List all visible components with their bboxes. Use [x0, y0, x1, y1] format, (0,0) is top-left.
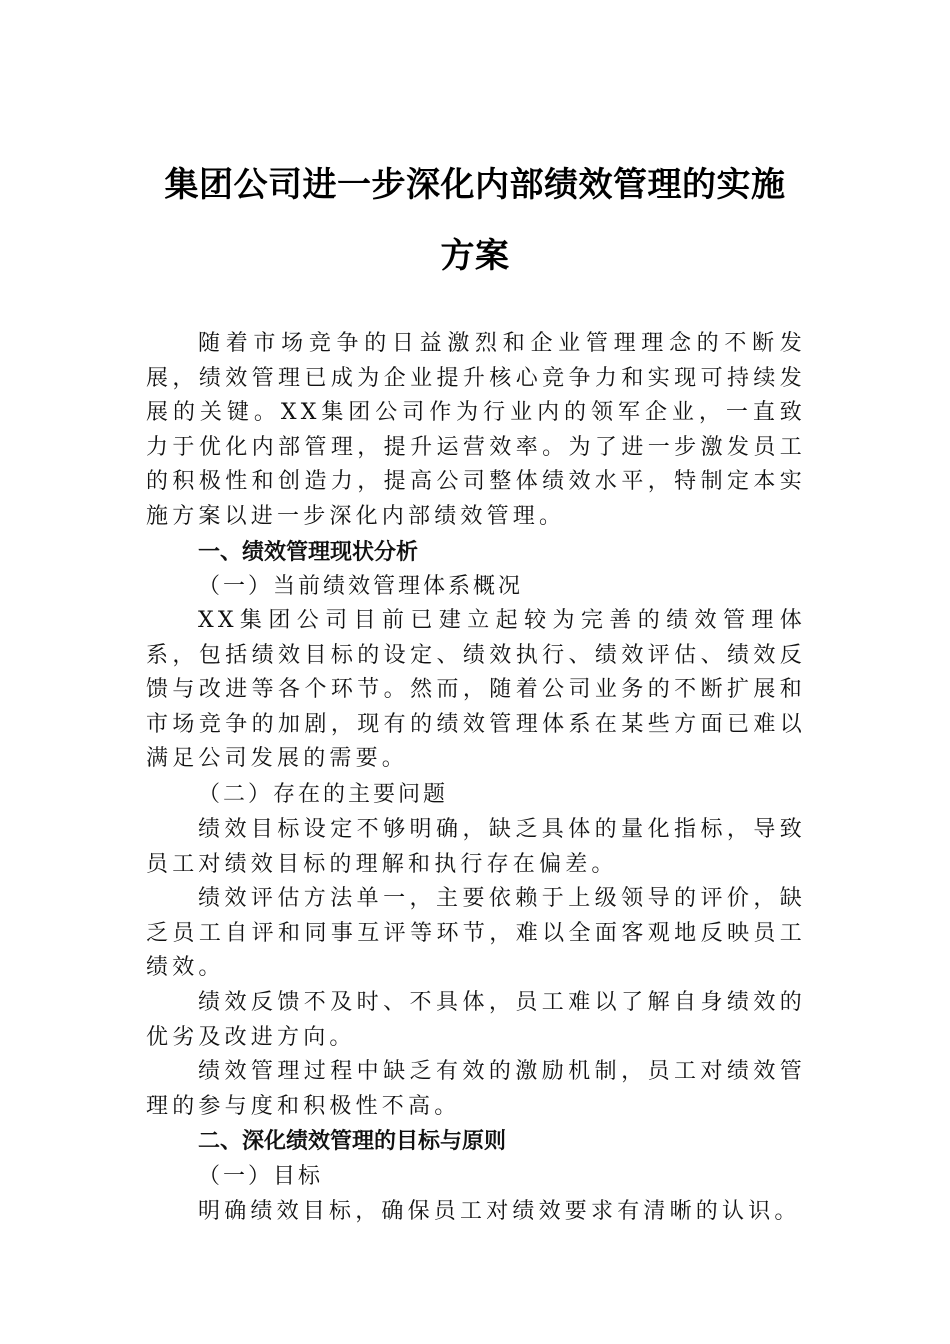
section-2-subheading-1: （一）目标: [198, 1164, 324, 1189]
issue-paragraph: 绩效反馈不及时、不具体，员工难以了解自身绩效的优劣及改进方向。: [146, 990, 806, 1050]
intro-paragraph: 随着市场竞争的日益激烈和企业管理理念的不断发展，绩效管理已成为企业提升核心竞争力和实现可持续发展的关键。XX集团公司作为行业内的领军企业，一直致力于优化内部管理，提升运营效率。为了进一步激发员工的积极性和创造力，提高公司整体绩效水平，特制定本实施方案以进一步深化内部绩效管理。: [146, 331, 806, 529]
section-1-heading: 一、绩效管理现状分析: [198, 540, 419, 565]
issue-paragraph: 绩效评估方法单一，主要依赖于上级领导的评价，缺乏员工自评和同事互评等环节，难以全面客观地反映员工绩效。: [146, 886, 806, 980]
section-1-subheading-2: （二）存在的主要问题: [198, 782, 449, 807]
section-1-paragraph-1: XX集团公司目前已建立起较为完善的绩效管理体系，包括绩效目标的设定、绩效执行、绩效评估、绩效反馈与改进等各个环节。然而，随着公司业务的不断扩展和市场竞争的加剧，现有的绩效管理体系在某些方面已难以满足公司发展的需要。: [146, 608, 806, 771]
issue-paragraph: 绩效目标设定不够明确，缺乏具体的量化指标，导致员工对绩效目标的理解和执行存在偏差。: [146, 817, 806, 877]
issue-paragraph: 绩效管理过程中缺乏有效的激励机制，员工对绩效管理的参与度和积极性不高。: [146, 1059, 806, 1119]
section-2-paragraph-1: 明确绩效目标，确保员工对绩效要求有清晰的认识。: [198, 1199, 801, 1224]
section-2-heading: 二、深化绩效管理的目标与原则: [198, 1129, 507, 1154]
section-1-subheading-1: （一）当前绩效管理体系概况: [198, 574, 524, 599]
document-title-line-1: 集团公司进一步深化内部绩效管理的实施: [164, 165, 786, 205]
document-title-line-2: 方案: [440, 236, 510, 276]
